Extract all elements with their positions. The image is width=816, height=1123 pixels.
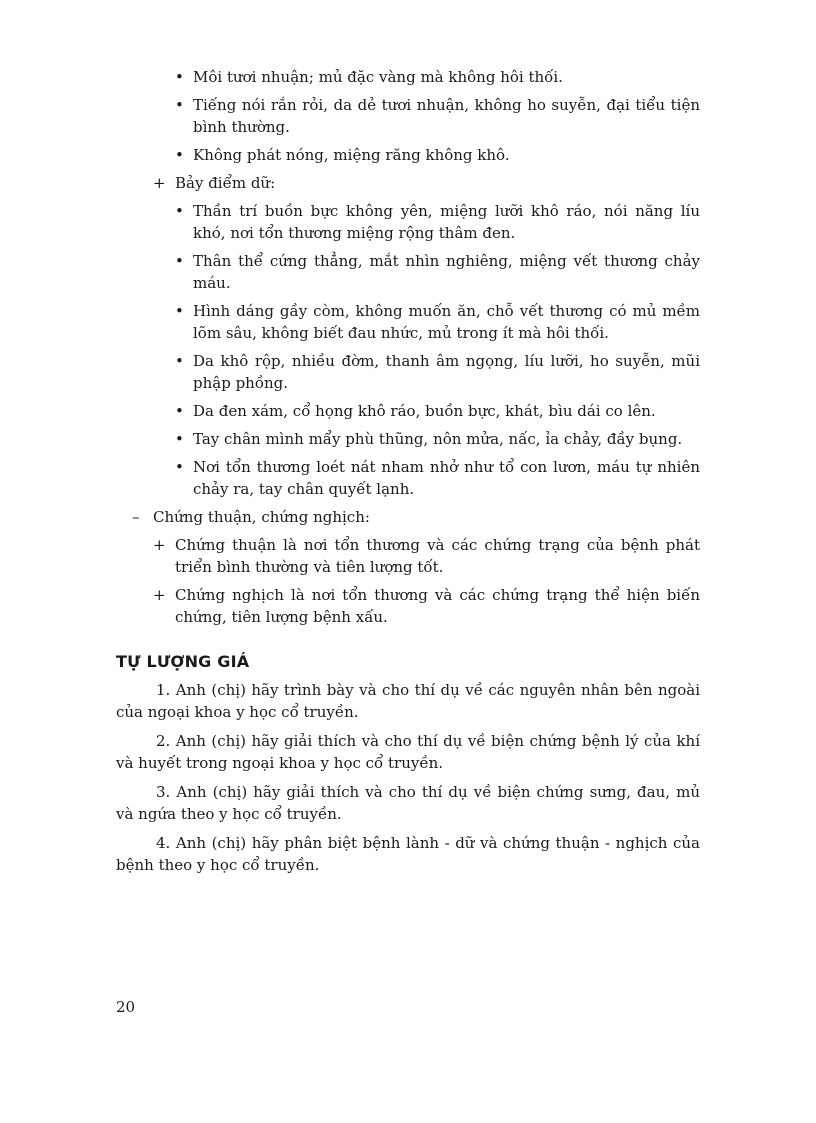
plus-marker: + xyxy=(153,586,166,604)
list-item xyxy=(175,300,700,344)
list-item xyxy=(175,456,700,500)
list-item-text: Không phát nóng, miệng răng không khô. xyxy=(193,146,510,164)
question-item: 1. Anh (chị) hãy trình bày và cho thí dụ về các nguyên nhân bên ngoài của ngoại khoa y học cổ truyền. xyxy=(116,681,700,721)
list-item-text: Thần trí buồn bực không yên, miệng lưỡi khô ráo, nói năng líu khó, nơi tổn thương miệng rộng thâm đen. xyxy=(193,202,700,242)
list-item-text: Thân thể cứng thẳng, mắt nhìn nghiêng, miệng vết thương chảy máu. xyxy=(193,252,700,292)
list-item-text: Chứng nghịch là nơi tổn thương và các chứng trạng thể hiện biến chứng, tiên lượng bệnh xấu. xyxy=(175,586,700,626)
bullet-marker: • xyxy=(175,430,184,448)
plus-marker: + xyxy=(153,536,166,554)
list-item xyxy=(175,428,700,450)
list-item xyxy=(175,66,700,88)
list-item-text: Chứng thuận là nơi tổn thương và các chứng trạng của bệnh phát triển bình thường và tiên lượng tốt. xyxy=(175,536,700,576)
list-item xyxy=(175,350,700,394)
list-item-text: Bảy điểm dữ: xyxy=(175,174,276,192)
list-item-text: Chứng thuận, chứng nghịch: xyxy=(153,508,370,526)
review-questions xyxy=(116,679,700,883)
list-item xyxy=(153,172,700,194)
bullet-marker: • xyxy=(175,252,184,270)
list-item-text: Tiếng nói rắn rỏi, da dẻ tươi nhuận, không ho suyễn, đại tiểu tiện bình thường. xyxy=(193,96,700,136)
question-item: 4. Anh (chị) hãy phân biệt bệnh lành - dữ và chứng thuận - nghịch của bệnh theo y học cổ truyền. xyxy=(116,834,700,874)
page-number: 20 xyxy=(116,998,136,1016)
bullet-marker: • xyxy=(175,202,184,220)
list-item xyxy=(175,400,700,422)
bullet-marker: • xyxy=(175,96,184,114)
question-item: 2. Anh (chị) hãy giải thích và cho thí dụ về biện chứng bệnh lý của khí và huyết trong ngoại khoa y học cổ truyền. xyxy=(116,732,700,772)
bullet-marker: • xyxy=(175,68,184,86)
list-item xyxy=(175,144,700,166)
list-item-text: Da khô rộp, nhiều đờm, thanh âm ngọng, líu lưỡi, ho suyễn, mũi phập phồng. xyxy=(193,352,700,392)
plus-marker: + xyxy=(153,174,166,192)
list-item-text: Da đen xám, cổ họng khô ráo, buồn bực, khát, bìu dái co lên. xyxy=(193,402,656,420)
list-item xyxy=(153,584,700,628)
list-item-text: Nơi tổn thương loét nát nham nhở như tổ con lươn, máu tự nhiên chảy ra, tay chân quyết lạnh. xyxy=(193,458,700,498)
list-item xyxy=(175,94,700,138)
section-title: TỰ LƯỢNG GIÁ xyxy=(116,652,250,671)
bullet-marker: • xyxy=(175,458,184,476)
list-item xyxy=(153,534,700,578)
question-item: 3. Anh (chị) hãy giải thích và cho thí dụ về biện chứng sưng, đau, mủ và ngứa theo y học cổ truyền. xyxy=(116,783,700,823)
list-item xyxy=(175,250,700,294)
dash-marker: – xyxy=(132,508,140,526)
bullet-marker: • xyxy=(175,302,184,320)
list-item-text: Hình dáng gầy còm, không muốn ăn, chỗ vết thương có mủ mềm lõm sâu, không biết đau nhức, mủ trong ít mà hôi thối. xyxy=(193,302,700,342)
bullet-marker: • xyxy=(175,352,184,370)
list-item xyxy=(132,506,700,528)
list-item xyxy=(175,200,700,244)
bullet-marker: • xyxy=(175,402,184,420)
list-item-text: Môi tươi nhuận; mủ đặc vàng mà không hôi thối. xyxy=(193,68,563,86)
list-item-text: Tay chân mình mẩy phù thũng, nôn mửa, nấc, ỉa chảy, đầy bụng. xyxy=(193,430,683,448)
bullet-marker: • xyxy=(175,146,184,164)
bullet-list xyxy=(0,66,816,634)
